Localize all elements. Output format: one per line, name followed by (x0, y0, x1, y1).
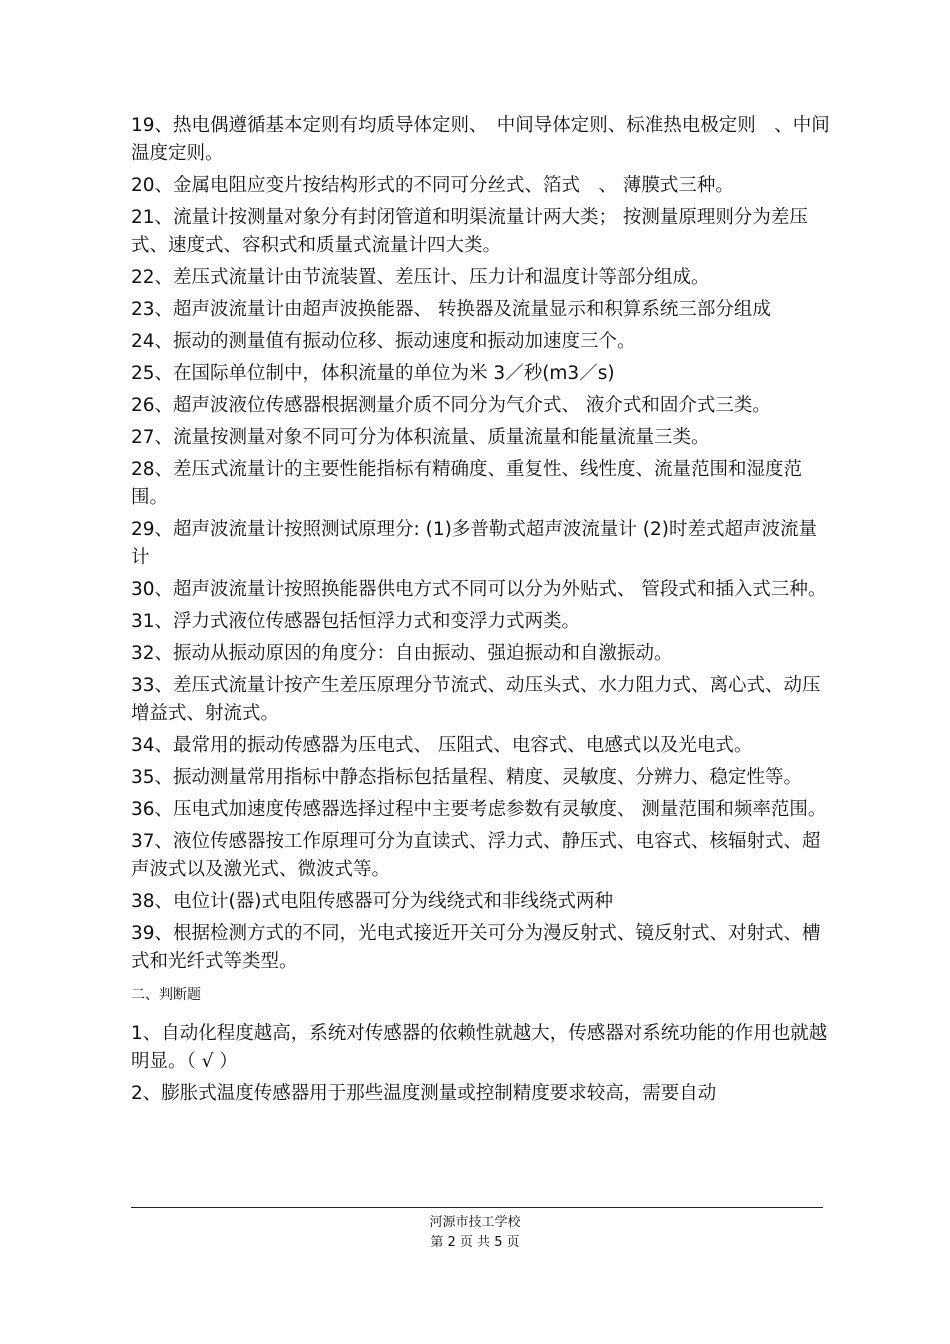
question-31: 31、浮力式液位传感器包括恒浮力式和变浮力式两类。 (131, 611, 581, 632)
question-27: 27、流量按测量对象不同可分为体积流量、质量流量和能量流量三类。 (131, 427, 710, 448)
question-35: 35、振动测量常用指标中静态指标包括量程、精度、灵敏度、分辨力、稳定性等。 (131, 767, 803, 788)
question-38: 38、电位计(器)式电阻传感器可分为线绕式和非线绕式两种 (131, 891, 613, 912)
question-29: 29、超声波流量计按照测试原理分: (1)多普勒式超声波流量计 (2)时差式超声波流量计 (131, 519, 817, 568)
footer-school: 河源市技工学校 (429, 1215, 521, 1230)
question-39: 39、根据检测方式的不同，光电式接近开关可分为漫反射式、镜反射式、对射式、槽式和光纤式等类型。 (131, 923, 821, 972)
judge-item-2: 2、膨胀式温度传感器用于那些温度测量或控制精度要求较高，需要自动 (131, 1083, 717, 1104)
question-26: 26、超声波液位传感器根据测量介质不同分为气介式、 液介式和固介式三类。 (131, 395, 771, 416)
question-19: 19、热电偶遵循基本定则有均质导体定则、 中间导体定则、标准热电极定则 、中间温度定则。 (131, 115, 830, 164)
question-24: 24、振动的测量值有振动位移、振动速度和振动加速度三个。 (131, 331, 636, 352)
question-20: 20、金属电阻应变片按结构形式的不同可分丝式、箔式 、 薄膜式三种。 (131, 175, 734, 196)
question-30: 30、超声波流量计按照换能器供电方式不同可以分为外贴式、 管段式和插入式三种。 (131, 579, 827, 600)
question-22: 22、差压式流量计由节流装置、差压计、压力计和温度计等部分组成。 (131, 267, 710, 288)
question-25: 25、在国际单位制中，体积流量的单位为米 3／秒(m3／s) (131, 363, 615, 384)
footer-page-number: 第 2 页 共 5 页 (430, 1235, 520, 1250)
question-28: 28、差压式流量计的主要性能指标有精确度、重复性、线性度、流量范围和湿度范围。 (131, 459, 803, 508)
question-36: 36、压电式加速度传感器选择过程中主要考虑参数有灵敏度、 测量范围和频率范围。 (131, 799, 827, 820)
footer-divider (131, 1207, 823, 1208)
question-33: 33、差压式流量计按产生差压原理分节流式、动压头式、水力阻力式、离心式、动压增益式、射流式。 (131, 675, 821, 724)
page-content (131, 112, 831, 1108)
judge-item-1: 1、自动化程度越高，系统对传感器的依赖性就越大，传感器对系统功能的作用也就越明显。（ √ ） (131, 1023, 828, 1072)
question-23: 23、超声波流量计由超声波换能器、 转换器及流量显示和积算系统三部分组成 (131, 299, 771, 320)
question-32: 32、振动从振动原因的角度分：自由振动、强迫振动和自激振动。 (131, 643, 673, 664)
section-heading: 二、判断题 (131, 987, 201, 1003)
question-21: 21、流量计按测量对象分有封闭管道和明渠流量计两大类； 按测量原理则分为差压式、速度式、容积式和质量式流量计四大类。 (131, 207, 808, 256)
question-34: 34、最常用的振动传感器为压电式、 压阻式、电容式、电感式以及光电式。 (131, 735, 753, 756)
question-37: 37、液位传感器按工作原理可分为直读式、浮力式、静压式、电容式、核辐射式、超声波式以及激光式、微波式等。 (131, 831, 821, 880)
